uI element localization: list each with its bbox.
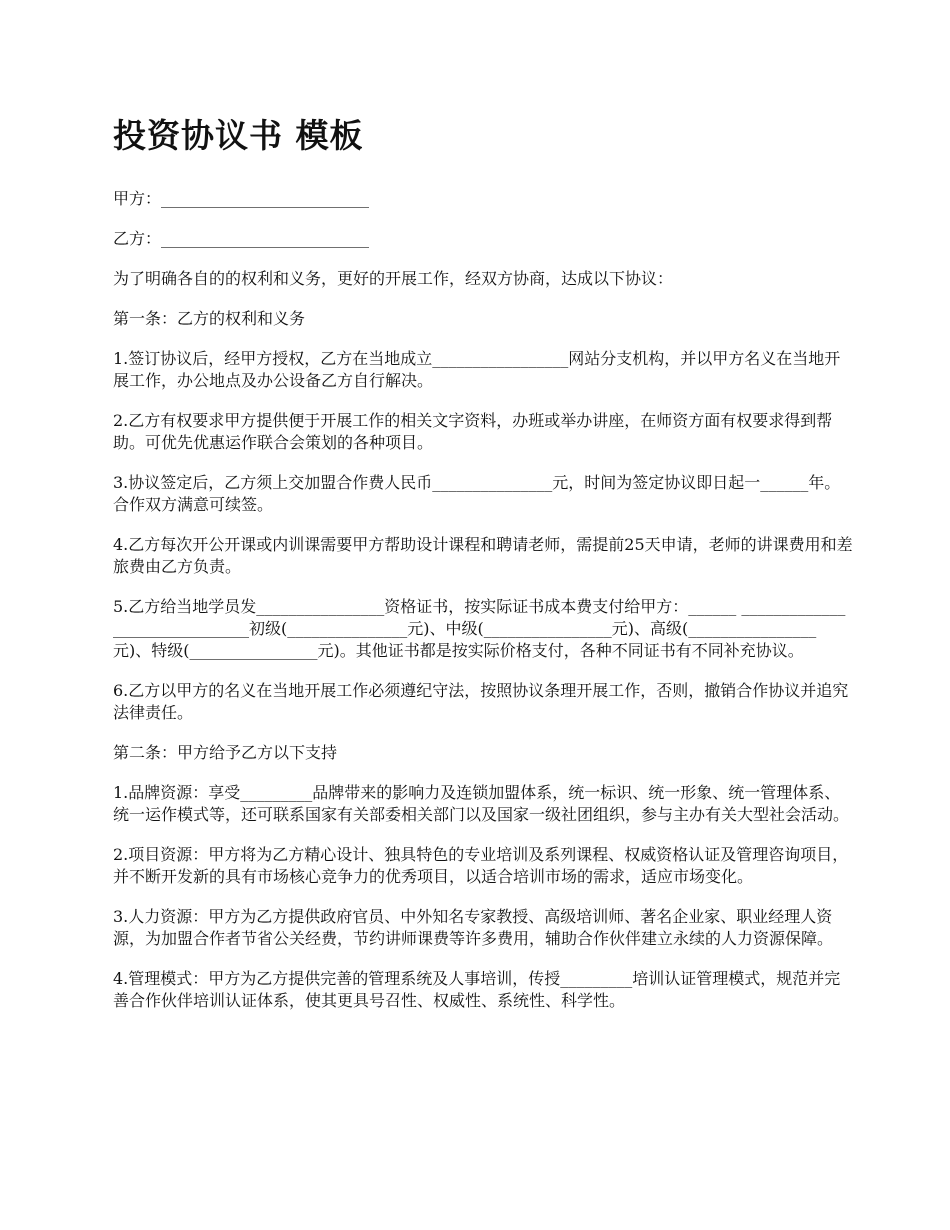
article-2-clause-3: 3.人力资源：甲方为乙方提供政府官员、中外知名专家教授、高级培训师、著名企业家、职业经理人资源，为加盟合作者节省公关经费，节约讲师课费等许多费用，辅助合作伙伴建立永续的人力资源保障。 xyxy=(113,907,834,948)
document-title: 投资协议书 模板 xyxy=(113,116,364,155)
document-page xyxy=(113,112,853,1030)
article-1-clause-3: 3.协议签定后，乙方须上交加盟合作费人民币_______________元，时间为签定协议即日起一______年。合作双方满意可续签。 xyxy=(113,473,841,514)
party-b-line: 乙方：__________________________ xyxy=(113,229,370,248)
article-2-heading: 第二条：甲方给予乙方以下支持 xyxy=(113,743,338,762)
intro-paragraph: 为了明确各自的的权利和义务，更好的开展工作，经双方协商，达成以下协议： xyxy=(113,269,674,288)
party-a-line: 甲方：__________________________ xyxy=(113,189,370,208)
article-2-clause-1: 1.品牌资源：享受_________品牌带来的影响力及连锁加盟体系，统一标识、统一形象、统一管理体系、统一运作模式等，还可联系国家有关部委相关部门以及国家一级社团组织，参与主办有关大型社会活动。 xyxy=(113,783,850,824)
article-1-clause-6: 6.乙方以甲方的名义在当地开展工作必须遵纪守法，按照协议条理开展工作，否则，撤销合作协议并追究法律责任。 xyxy=(113,681,849,722)
article-1-clause-4: 4.乙方每次开公开课或内训课需要甲方帮助设计课程和聘请老师，需提前25天申请，老师的讲课费用和差旅费由乙方负责。 xyxy=(113,535,853,576)
article-2-clause-2: 2.项目资源：甲方将为乙方精心设计、独具特色的专业培训及系列课程、权威资格认证及管理咨询项目，并不断开发新的具有市场核心竞争力的优秀项目，以适合培训市场的需求，适应市场变化。 xyxy=(113,845,849,886)
article-1-clause-5: 5.乙方给当地学员发________________资格证书，按实际证书成本费支付给甲方：______ ______________________________初级(_______________元)、中级(________________元)、高级(________________元)、特级(________________元)。其他证书都是按实际价格支付，各种不同证书有不同补充协议。 xyxy=(113,597,846,660)
article-1-heading: 第一条：乙方的权利和义务 xyxy=(113,309,306,328)
article-1-clause-2: 2.乙方有权要求甲方提供便于开展工作的相关文字资料，办班或举办讲座，在师资方面有权要求得到帮助。可优先优惠运作联合会策划的各种项目。 xyxy=(113,411,833,452)
article-2-clause-4: 4.管理模式：甲方为乙方提供完善的管理系统及人事培训，传授_________培训认证管理模式，规范并完善合作伙伴培训认证体系，使其更具号召性、权威性、系统性、科学性。 xyxy=(113,969,841,1010)
article-1-clause-1: 1.签订协议后，经甲方授权，乙方在当地成立_________________网站分支机构，并以甲方名义在当地开展工作，办公地点及办公设备乙方自行解决。 xyxy=(113,349,841,390)
